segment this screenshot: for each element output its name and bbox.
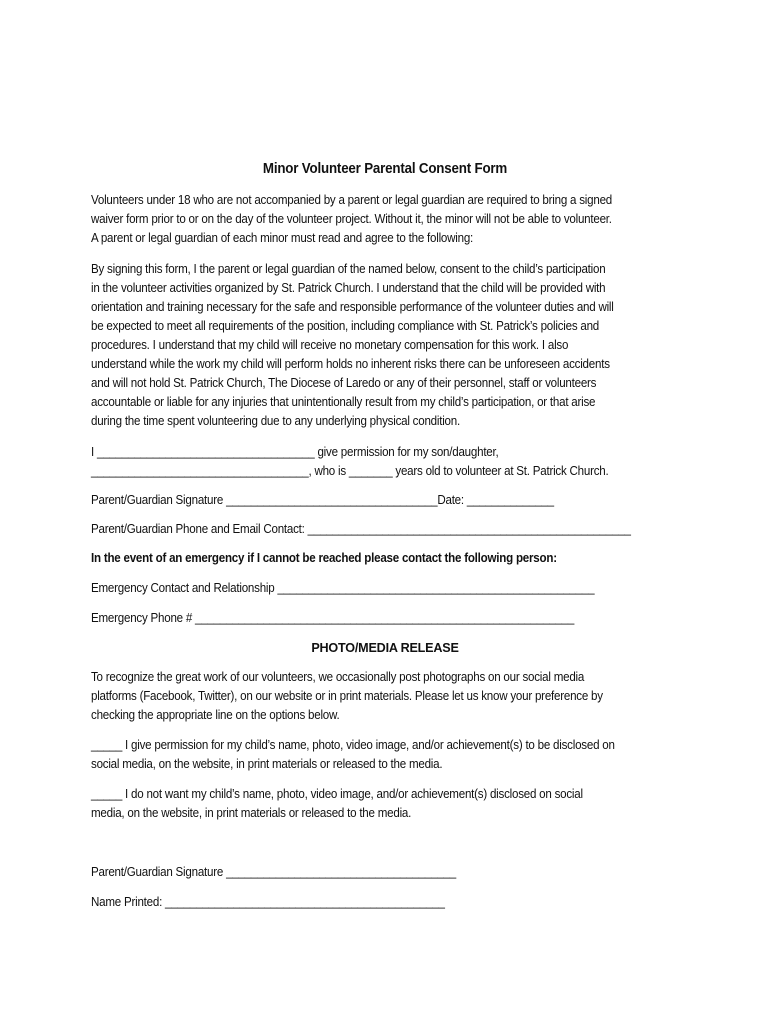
media-option-no: media, on the website, in print materials or released to the media. [91,806,412,820]
consent-line: be expected to meet all requirements of the position, including compliance with St. Patrick’s policies and [91,319,600,333]
media-intro-line: checking the appropriate line on the options below. [91,708,340,722]
consent-line: orientation and training necessary for the safe and responsible performance of the volunteer duties and will [91,300,614,314]
consent-line: procedures. I understand that my child will receive no monetary compensation for this work. I also [91,338,569,352]
media-option-yes: social media, on the website, in print materials or released to the media. [91,757,443,771]
media-heading: PHOTO/MEDIA RELEASE [311,641,459,655]
consent-line: By signing this form, I the parent or legal guardian of the named below, consent to the child’s participation [91,262,606,276]
emergency-heading: In the event of an emergency if I cannot be reached please contact the following person: [91,551,557,565]
intro-line: waiver form prior to or on the day of the volunteer project. Without it, the minor will not be able to volunteer. [91,212,612,226]
signature-date-line: Parent/Guardian Signature __________________________________Date: ______________ [91,493,554,507]
media-option-no: _____ I do not want my child’s name, photo, video image, and/or achievement(s) disclosed on social [91,787,583,801]
consent-line: understand while the work my child will perform holds no inherent risks there can be unforeseen accidents [91,357,610,371]
media-intro-line: To recognize the great work of our volunteers, we occasionally post photographs on our social media [91,670,585,684]
form-title: Minor Volunteer Parental Consent Form [262,161,508,177]
media-intro-line: platforms (Facebook, Twitter), on our website or in print materials. Please let us know your preference by [91,689,603,703]
contact-line: Parent/Guardian Phone and Email Contact: ____________________________________________________ [91,522,631,536]
emergency-phone-line: Emergency Phone # _____________________________________________________________ [91,611,575,625]
consent-line: accountable or liable for any injuries that unintentionally result from my child’s participation, or that arise [91,395,596,409]
permission-line: ___________________________________, who is _______ years old to volunteer at St. Patrick Church. [91,464,609,478]
permission-line: I ___________________________________ give permission for my son/daughter, [91,445,499,459]
final-signature-line: Parent/Guardian Signature _____________________________________ [91,865,456,879]
consent-line: in the volunteer activities organized by St. Patrick Church. I understand that the child will be provided with [91,281,606,295]
intro-line: Volunteers under 18 who are not accompanied by a parent or legal guardian are required to bring a signed [91,193,613,207]
media-option-yes: _____ I give permission for my child’s name, photo, video image, and/or achievement(s) to be disclosed on [91,738,615,752]
emergency-contact-line: Emergency Contact and Relationship ___________________________________________________ [91,581,595,595]
name-printed-line: Name Printed: _____________________________________________ [91,895,445,909]
consent-line: during the time spent volunteering due to any underlying physical condition. [91,414,460,428]
intro-line: A parent or legal guardian of each minor must read and agree to the following: [91,231,474,245]
consent-line: and will not hold St. Patrick Church, The Diocese of Laredo or any of their personnel, staff or volunteers [91,376,597,390]
